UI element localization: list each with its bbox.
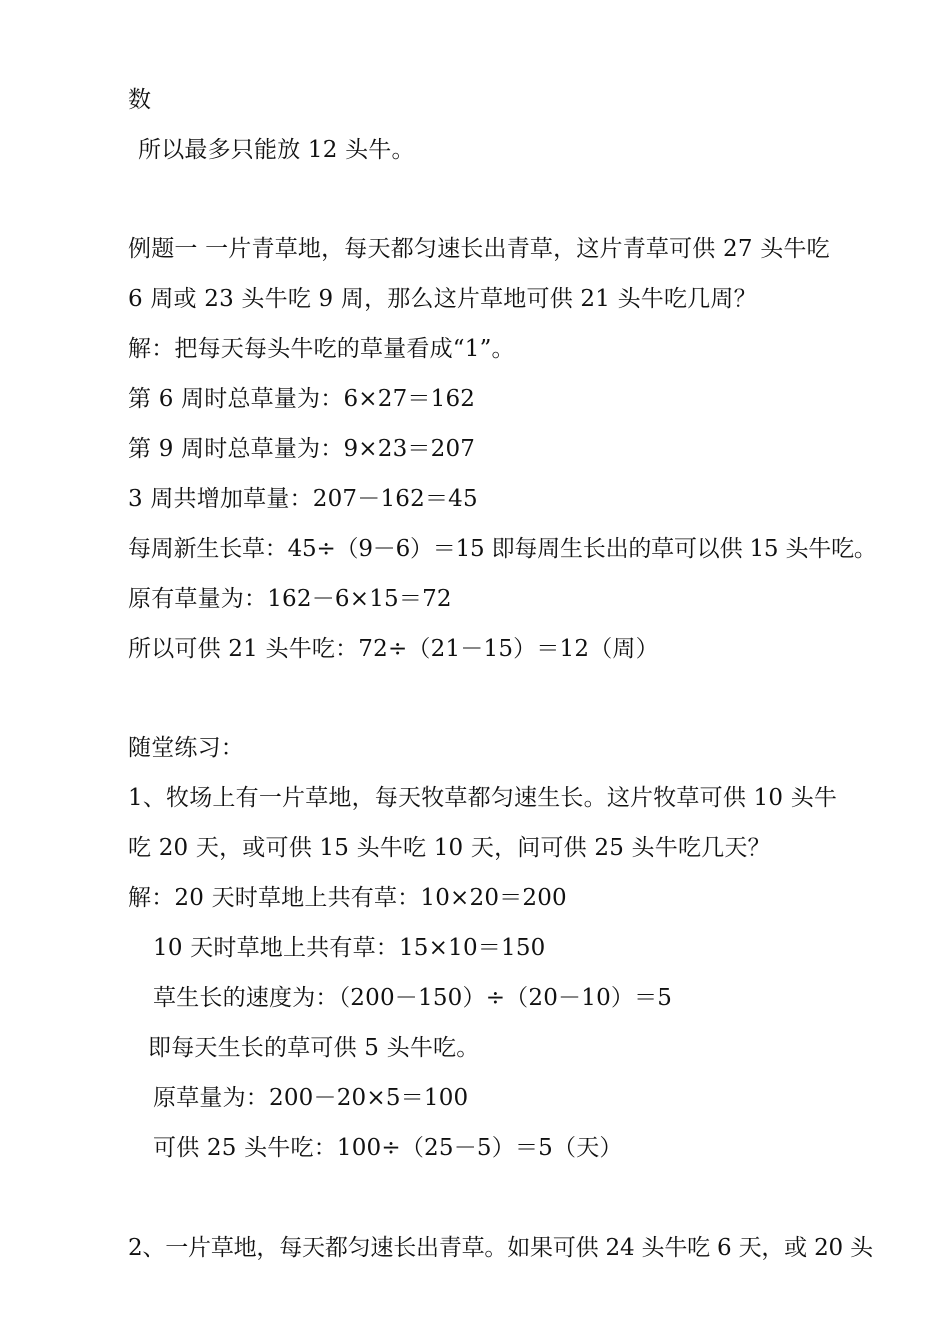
text-line: 吃 20 天，或可供 15 头牛吃 10 天，问可供 25 头牛吃几天？ [128, 835, 771, 861]
text-line: 第 9 周时总草量为：9×23＝207 [128, 436, 476, 462]
text-line: 2、一片草地，每天都匀速长出青草。如果可供 24 头牛吃 6 天，或 20 头 [128, 1235, 873, 1261]
text-line: 数 [128, 87, 152, 113]
text-line: 所以最多只能放 12 头牛。 [138, 137, 415, 163]
text-line: 3 周共增加草量：207－162＝45 [128, 486, 478, 512]
text-line: 1、牧场上有一片草地，每天牧草都匀速生长。这片牧草可供 10 头牛 [128, 785, 838, 811]
text-line: 所以可供 21 头牛吃：72÷（21－15）＝12（周） [128, 636, 659, 662]
text-line: 解：把每天每头牛吃的草量看成“1”。 [128, 336, 515, 362]
text-line: 解：20 天时草地上共有草：10×20＝200 [128, 885, 567, 911]
text-line: 原草量为：200－20×5＝100 [153, 1085, 469, 1111]
text-line: 可供 25 头牛吃：100÷（25－5）＝5（天） [153, 1135, 623, 1161]
text-line: 6 周或 23 头牛吃 9 周，那么这片草地可供 21 头牛吃几周？ [128, 286, 757, 312]
text-line: 10 天时草地上共有草：15×10＝150 [153, 935, 546, 961]
text-line: 原有草量为：162－6×15＝72 [128, 586, 452, 612]
text-line: 即每天生长的草可供 5 头牛吃。 [148, 1035, 480, 1061]
text-line: 第 6 周时总草量为：6×27＝162 [128, 386, 476, 412]
text-line: 草生长的速度为：（200－150）÷（20－10）＝5 [153, 985, 673, 1011]
example-heading: 例题一 一片青草地，每天都匀速长出青草，这片青草可供 27 头牛吃 [128, 236, 830, 262]
text-line: 每周新生长草：45÷（9－6）＝15 即每周生长出的草可以供 15 头牛吃。 [128, 536, 877, 562]
practice-heading: 随堂练习： [128, 735, 244, 761]
